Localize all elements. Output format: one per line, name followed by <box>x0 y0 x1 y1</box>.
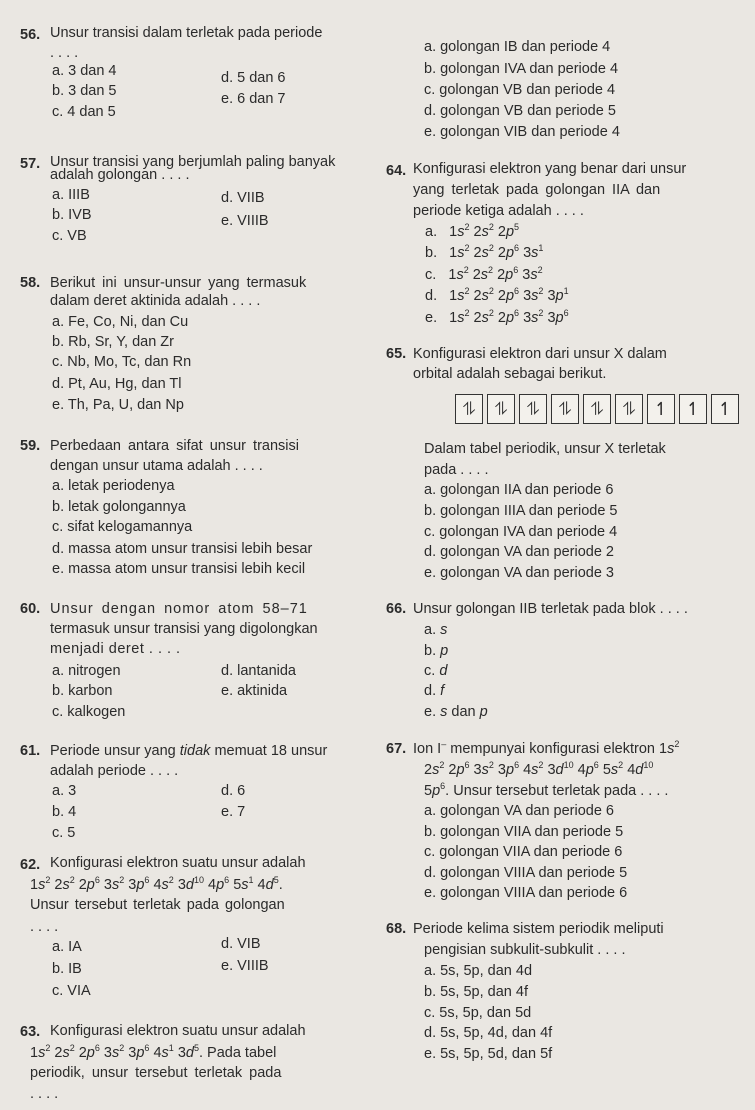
q56-option-d[interactable]: d. 5 dan 6 <box>221 70 286 86</box>
q61-stem-line2: adalah periode . . . . <box>50 763 179 779</box>
q56r-option-b[interactable]: b. golongan IVA dan periode 4 <box>424 61 619 77</box>
q64-number: 64. <box>386 163 407 179</box>
q58-option-e[interactable]: e. Th, Pa, U, dan Np <box>52 397 184 413</box>
orbital-box: ↿ <box>679 394 707 424</box>
q59-option-b[interactable]: b. letak golongannya <box>52 499 186 515</box>
q63-number: 63. <box>20 1024 41 1040</box>
q67-option-c[interactable]: c. golongan VIIA dan periode 6 <box>424 844 623 860</box>
q62-stem-line3: Unsur tersebut terletak pada golongan <box>30 897 285 913</box>
q60-option-a[interactable]: a. nitrogen <box>52 663 121 679</box>
q58-option-c[interactable]: c. Nb, Mo, Tc, dan Rn <box>52 354 192 370</box>
q60-option-c[interactable]: c. kalkogen <box>52 704 126 720</box>
q59-option-c[interactable]: c. sifat kelogamannya <box>52 519 193 535</box>
q56-option-b[interactable]: b. 3 dan 5 <box>52 83 117 99</box>
q66-option-c[interactable]: c. d <box>424 663 448 679</box>
q59-option-e[interactable]: e. massa atom unsur transisi lebih kecil <box>52 561 306 577</box>
q65-option-c[interactable]: c. golongan IVA dan periode 4 <box>424 524 618 540</box>
q66-option-d[interactable]: d. f <box>424 683 445 699</box>
q56-stem: Unsur transisi dalam terletak pada periode <box>50 25 323 41</box>
q60-stem-line3: menjadi deret . . . . <box>50 641 181 657</box>
q64-option-d[interactable]: d. $1s^2$ $2s^2$ $2p^6$ $3s^2$ $3p^1$ <box>425 286 569 304</box>
q65-stem-line4: pada . . . . <box>424 462 489 478</box>
q67-option-a[interactable]: a. golongan VA dan periode 6 <box>424 803 615 819</box>
q58-option-b[interactable]: b. Rb, Sr, Y, dan Zr <box>52 334 174 350</box>
q59-option-a[interactable]: a. letak periodenya <box>52 478 175 494</box>
q67-option-d[interactable]: d. golongan VIIIA dan periode 5 <box>424 865 628 881</box>
q58-stem-line2: dalam deret aktinida adalah . . . . <box>50 293 261 309</box>
q66-option-a[interactable]: a. s <box>424 622 448 638</box>
q66-option-e[interactable]: e. s dan p <box>424 704 488 720</box>
q65-stem-line3: Dalam tabel periodik, unsur X terletak <box>424 441 666 457</box>
q64-option-e[interactable]: e. $1s^2$ $2s^2$ $2p^6$ $3s^2$ $3p^6$ <box>425 308 569 326</box>
q57-option-e[interactable]: e. VIIIB <box>221 213 269 229</box>
q56-dots: . . . . <box>50 45 79 61</box>
q59-stem-line1: Perbedaan antara sifat unsur transisi <box>50 438 299 454</box>
q68-option-a[interactable]: a. 5s, 5p, dan 4d <box>424 963 533 979</box>
q65-number: 65. <box>386 346 407 362</box>
q64-option-c[interactable]: c. $1s^2$ $2s^2$ $2p^6$ $3s^2$ <box>425 265 543 283</box>
q62-option-d[interactable]: d. VIB <box>221 936 261 952</box>
q67-stem-line3: $5p^6$. Unsur tersebut terletak pada . . . . <box>424 781 669 799</box>
q62-option-b[interactable]: b. IB <box>52 961 82 977</box>
q57-option-b[interactable]: b. IVB <box>52 207 92 223</box>
q57-stem-line1: Unsur transisi yang berjumlah paling banyak <box>50 154 336 170</box>
q65-stem-line1: Konfigurasi elektron dari unsur X dalam <box>413 346 667 362</box>
q60-option-b[interactable]: b. karbon <box>52 683 113 699</box>
q57-option-a[interactable]: a. IIIB <box>52 187 90 203</box>
q66-stem: Unsur golongan IIB terletak pada blok . . . . <box>413 601 688 617</box>
q57-option-d[interactable]: d. VIIB <box>221 190 265 206</box>
q65-option-a[interactable]: a. golongan IIA dan periode 6 <box>424 482 614 498</box>
q60-stem-line1: Unsur dengan nomor atom 58–71 <box>50 601 308 617</box>
q56r-option-a[interactable]: a. golongan IB dan periode 4 <box>424 39 611 55</box>
q58-stem-line1: Berikut ini unsur-unsur yang termasuk <box>50 275 307 291</box>
q62-option-a[interactable]: a. IA <box>52 939 82 955</box>
q67-option-b[interactable]: b. golongan VIIA dan periode 5 <box>424 824 624 840</box>
q60-stem-line2: termasuk unsur transisi yang digolongkan <box>50 621 318 637</box>
q64-option-a[interactable]: a. $1s^2$ $2s^2$ $2p^5$ <box>425 222 520 240</box>
orbital-box: ↿ <box>647 394 675 424</box>
q61-option-a[interactable]: a. 3 <box>52 783 77 799</box>
q64-stem-line2: yang terletak pada golongan IIA dan <box>413 182 661 198</box>
q60-option-e[interactable]: e. aktinida <box>221 683 288 699</box>
q64-option-b[interactable]: b. $1s^2$ $2s^2$ $2p^6$ $3s^1$ <box>425 243 544 261</box>
q67-config: $2s^2$ $2p^6$ $3s^2$ $3p^6$ $4s^2$ $3d^{10}$ $4p^6$ $5s^2$ $4d^{10}$ <box>424 760 654 778</box>
q61-option-b[interactable]: b. 4 <box>52 804 77 820</box>
q57-stem-line2: adalah golongan . . . . <box>50 167 190 183</box>
q67-stem-line1: Ion I– mempunyai konfigurasi elektron $1s^2$ <box>413 739 680 757</box>
q62-number: 62. <box>20 857 41 873</box>
q56r-option-d[interactable]: d. golongan VB dan periode 5 <box>424 103 616 119</box>
q65-option-d[interactable]: d. golongan VA dan periode 2 <box>424 544 615 560</box>
q61-stem-line1: Periode unsur yang tidak memuat 18 unsur <box>50 743 328 759</box>
q68-option-d[interactable]: d. 5s, 5p, 4d, dan 4f <box>424 1025 553 1041</box>
q61-option-e[interactable]: e. 7 <box>221 804 246 820</box>
q61-number: 61. <box>20 743 41 759</box>
q68-option-e[interactable]: e. 5s, 5p, 5d, dan 5f <box>424 1046 553 1062</box>
q62-config: $1s^2$ $2s^2$ $2p^6$ $3s^2$ $3p^6$ $4s^2$ $3d^{10}$ $4p^6$ $5s^1$ $4d^5$. <box>30 875 283 893</box>
q57-number: 57. <box>20 156 41 172</box>
q63-stem-line1: Konfigurasi elektron suatu unsur adalah <box>50 1023 306 1039</box>
q62-stem-line4: . . . . <box>30 919 59 935</box>
q59-number: 59. <box>20 438 41 454</box>
orbital-box: ↿ <box>711 394 739 424</box>
q67-option-e[interactable]: e. golongan VIIIA dan periode 6 <box>424 885 628 901</box>
q65-option-b[interactable]: b. golongan IIIA dan periode 5 <box>424 503 618 519</box>
q64-stem-line3: periode ketiga adalah . . . . <box>413 203 584 219</box>
q67-number: 67. <box>386 741 407 757</box>
q56r-option-c[interactable]: c. golongan VB dan periode 4 <box>424 82 616 98</box>
q66-number: 66. <box>386 601 407 617</box>
q68-stem-line1: Periode kelima sistem periodik meliputi <box>413 921 664 937</box>
orbital-box: ⥮ <box>551 394 579 424</box>
orbital-box: ⥮ <box>455 394 483 424</box>
q66-option-b[interactable]: b. p <box>424 643 449 659</box>
q56r-option-e[interactable]: e. golongan VIB dan periode 4 <box>424 124 620 140</box>
q61-option-d[interactable]: d. 6 <box>221 783 246 799</box>
q56-option-a[interactable]: a. 3 dan 4 <box>52 63 117 79</box>
q68-option-b[interactable]: b. 5s, 5p, dan 4f <box>424 984 528 1000</box>
q61-option-c[interactable]: c. 5 <box>52 825 76 841</box>
q63-config: $1s^2$ $2s^2$ $2p^6$ $3s^2$ $3p^6$ $4s^1$ $3d^5$. Pada tabel <box>30 1043 277 1061</box>
orbital-box: ⥮ <box>583 394 611 424</box>
q58-option-a[interactable]: a. Fe, Co, Ni, dan Cu <box>52 314 189 330</box>
q65-stem-line2: orbital adalah sebagai berikut. <box>413 366 607 382</box>
q64-stem-line1: Konfigurasi elektron yang benar dari unsur <box>413 161 687 177</box>
q62-option-c[interactable]: c. VIA <box>52 983 91 999</box>
q68-option-c[interactable]: c. 5s, 5p, dan 5d <box>424 1005 532 1021</box>
q59-option-d[interactable]: d. massa atom unsur transisi lebih besar <box>52 541 313 557</box>
q63-stem-line3: periodik, unsur tersebut terletak pada <box>30 1065 282 1081</box>
q58-option-d[interactable]: d. Pt, Au, Hg, dan Tl <box>52 376 182 392</box>
q65-orbital-diagram <box>455 394 743 424</box>
q57-option-c[interactable]: c. VB <box>52 228 87 244</box>
q56-option-c[interactable]: c. 4 dan 5 <box>52 104 116 120</box>
q60-number: 60. <box>20 601 41 617</box>
orbital-box: ⥮ <box>615 394 643 424</box>
q58-number: 58. <box>20 275 41 291</box>
q56-number: 56. <box>20 27 41 43</box>
orbital-box: ⥮ <box>519 394 547 424</box>
q62-stem-line1: Konfigurasi elektron suatu unsur adalah <box>50 855 306 871</box>
q65-option-e[interactable]: e. golongan VA dan periode 3 <box>424 565 615 581</box>
q68-stem-line2: pengisian subkulit-subkulit . . . . <box>424 942 626 958</box>
q63-stem-line4: . . . . <box>30 1086 59 1102</box>
q62-option-e[interactable]: e. VIIIB <box>221 958 269 974</box>
q60-option-d[interactable]: d. lantanida <box>221 663 296 679</box>
q59-stem-line2: dengan unsur utama adalah . . . . <box>50 458 263 474</box>
q56-option-e[interactable]: e. 6 dan 7 <box>221 91 286 107</box>
q68-number: 68. <box>386 921 407 937</box>
orbital-box: ⥮ <box>487 394 515 424</box>
